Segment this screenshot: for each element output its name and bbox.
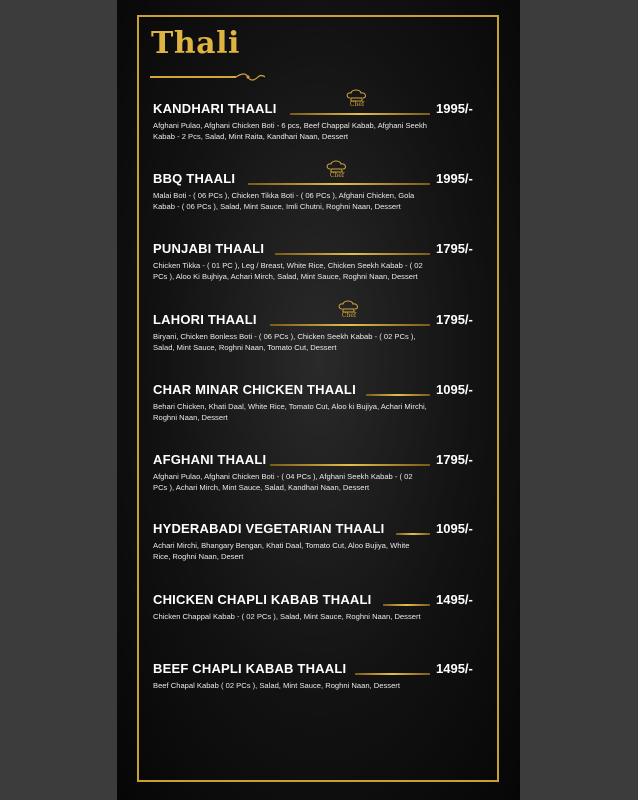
item-description: Achari Mirchi, Bhangary Bengan, Khati Daal, Tomato Cut, Aloo Bujiya, White Rice, Roghni Naan, Desert xyxy=(153,541,410,562)
svg-text:Chef: Chef xyxy=(341,312,357,318)
item-rule xyxy=(270,324,430,326)
item-price: 1095/- xyxy=(436,521,473,536)
item-description: Afghani Pulao, Afghani Chicken Boti - 6 pcs, Beef Chappal Kabab, Afghani Seekh Kabab - 2 Pcs, Salad, Mint Raita, Kandhari Naan, Dessert xyxy=(153,121,427,142)
item-rule xyxy=(396,533,430,535)
item-name: BEEF CHAPLI KABAB THAALI xyxy=(153,661,347,676)
item-price: 1795/- xyxy=(436,452,473,467)
item-description: Chicken Chappal Kabab - ( 02 PCs ), Salad, Mint Sauce, Roghni Naan, Dessert xyxy=(153,612,421,621)
chef-hat-icon xyxy=(336,300,362,318)
item-price: 1495/- xyxy=(436,592,473,607)
item-name: LAHORI THAALI xyxy=(153,312,257,327)
page-title: Thali xyxy=(151,26,240,61)
item-description: Behari Chicken, Khati Daal, White Rice, Tomato Cut, Aloo ki Bujiya, Achari Mirchi, Roghni Naan, Dessert xyxy=(153,402,427,423)
item-name: PUNJABI THAALI xyxy=(153,241,265,256)
item-description: Chicken Tikka - ( 01 PC ), Leg / Breast, White Rice, Chicken Seekh Kabab - ( 02 PCs ), Aloo Ki Bujhiya, Achari Mirch, Salad, Mint Sauce, Roghni Naan, Dessert xyxy=(153,261,423,282)
item-price: 1795/- xyxy=(436,241,473,256)
item-description: Beef Chapal Kabab ( 02 PCs ), Salad, Mint Sauce, Roghni Naan, Dessert xyxy=(153,681,400,690)
left-backdrop xyxy=(0,0,117,800)
item-description: Malai Boti - ( 06 PCs ), Chicken Tikka Boti - ( 06 PCs ), Afghani Chicken, Gola Kabab - ( 06 PCs ), Salad, Mint Sauce, Imli Chutni, Roghni Naan, Dessert xyxy=(153,191,415,212)
chef-hat-icon xyxy=(324,160,350,178)
item-name: BBQ THAALI xyxy=(153,171,236,186)
item-rule xyxy=(383,604,430,606)
right-backdrop xyxy=(520,0,638,800)
item-name: CHICKEN CHAPLI KABAB THAALI xyxy=(153,592,372,607)
item-description: Afghani Pulao, Afghani Chicken Boti - ( 04 PCs ), Afghani Seekh Kabab - ( 02 PCs ), Achari Mirch, Mint Sauce, Salad, Kandhari Naan, Dessert xyxy=(153,472,413,493)
title-ornament xyxy=(150,73,265,81)
svg-text:Chef: Chef xyxy=(329,172,345,178)
item-name: HYDERABADI VEGETARIAN THAALI xyxy=(153,521,385,536)
item-price: 1095/- xyxy=(436,382,473,397)
item-price: 1995/- xyxy=(436,101,473,116)
item-price: 1795/- xyxy=(436,312,473,327)
item-description: Biryani, Chicken Bonless Boti - ( 06 PCs ), Chicken Seekh Kabab - ( 02 PCs ), Salad, Mint Sauce, Roghni Naan, Tomato Cut, Dessert xyxy=(153,332,416,353)
item-rule xyxy=(366,394,430,396)
item-rule xyxy=(290,113,430,115)
item-name: AFGHANI THAALI xyxy=(153,452,267,467)
item-name: KANDHARI THAALI xyxy=(153,101,277,116)
item-name: CHAR MINAR CHICKEN THAALI xyxy=(153,382,356,397)
item-price: 1495/- xyxy=(436,661,473,676)
item-price: 1995/- xyxy=(436,171,473,186)
item-rule xyxy=(270,464,430,466)
item-rule xyxy=(275,253,430,255)
chef-hat-icon xyxy=(344,89,370,107)
item-rule xyxy=(355,673,430,675)
svg-text:Chef: Chef xyxy=(349,101,365,107)
item-rule xyxy=(248,183,430,185)
